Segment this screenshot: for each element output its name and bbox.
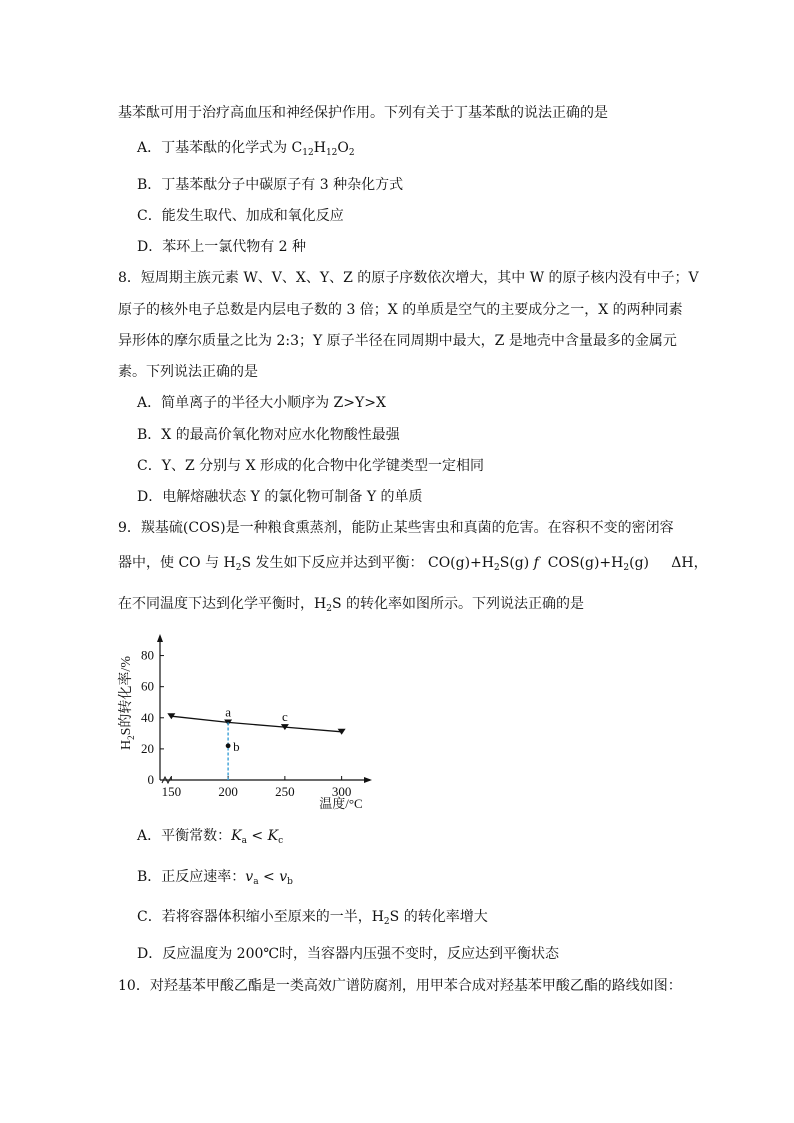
y-tick-label: 20 [141, 740, 154, 756]
labeled-points [225, 704, 288, 780]
x-tick-label: 200 [218, 784, 238, 799]
q9-stem-line3: 在不同温度下达到化学平衡时，$H_2S$ 的转化率如图所示。下列说法正确的是 [118, 596, 584, 614]
point-label-c: c [281, 709, 288, 725]
q9-option-b: B．正反应速率：$v_a < v_b$ [137, 869, 293, 887]
point-b-dot [226, 743, 231, 748]
q7-option-d: D．苯环上一氯代物有 2 种 [137, 239, 307, 255]
y-tick-label: 80 [141, 647, 154, 663]
q8-option-c: C．Y、Z 分别与 X 形成的化合物中化学键类型一定相同 [137, 458, 484, 474]
q7-stem-tail: 基苯酞可用于治疗高血压和神经保护作用。下列有关于丁基苯酞的说法正确的是 [118, 105, 608, 121]
point-label-b: b [233, 738, 240, 754]
x-tick-label: 300 [331, 784, 352, 799]
q8-stem-line1: 8．短周期主族元素 W、V、X、Y、Z 的原子序数依次增大，其中 W 的原子核内没有中子；V [118, 270, 699, 286]
x-tick-label: 250 [275, 784, 295, 799]
q9-option-c: C．若将容器体积缩小至原来的一半，$H_2S$ 的转化率增大 [137, 909, 488, 927]
x-axis-arrow [364, 777, 372, 783]
series-line [167, 713, 345, 735]
q8-stem-line4: 素。下列说法正确的是 [118, 364, 258, 380]
y-tick-label: 0 [147, 772, 154, 787]
point-label-a: a [225, 704, 231, 720]
y-axis-arrow [157, 634, 163, 642]
conversion-rate-chart [112, 628, 382, 818]
q7-option-a: A．丁基苯酞的化学式为 $C_{12}H_{12}O_2$ [137, 140, 355, 158]
q9-stem-line2: 器中，使 CO 与 $H_2S$ 发生如下反应并达到平衡： $CO(g)+H_2S(g)$ f $COS(g)+H_2(g)$ ΔH， [118, 555, 708, 573]
q8-option-b: B．X 的最高价氧化物对应水化物酸性最强 [137, 427, 400, 443]
x-tick-label: 150 [161, 784, 182, 799]
q9-option-a: A．平衡常数：$K_a < K_c$ [137, 828, 284, 846]
chart-axes [157, 634, 372, 783]
reaction-equation: $CO(g)+H_2S(g)$ f $COS(g)+H_2(g)$ [427, 555, 649, 573]
q8-stem-line3: 异形体的摩尔质量之比为 2:3；Y 原子半径在同周期中最大，Z 是地壳中含量最多的金属元 [118, 333, 677, 349]
x-axis-label: 温度/°C [319, 796, 363, 811]
q9-stem-line1: 9．羰基硫(COS)是一种粮食熏蒸剂，能防止某些害虫和真菌的危害。在容积不变的密闭容 [118, 520, 674, 536]
enthalpy-symbol: ΔH， [671, 555, 708, 571]
q7-option-b: B．丁基苯酞分子中碳原子有 3 种杂化方式 [137, 177, 404, 193]
q8-option-d: D．电解熔融状态 Y 的氯化物可制备 Y 的单质 [137, 489, 423, 505]
q7-option-c: C．能发生取代、加成和氧化反应 [137, 208, 344, 224]
q8-option-a: A．简单离子的半径大小顺序为 Z>Y>X [137, 395, 386, 411]
y-axis-label: $H_2S$的转化率/% [119, 656, 136, 750]
axis-break-mark [162, 777, 171, 783]
q10-stem-line1: 10．对羟基苯甲酸乙酯是一类高效广谱防腐剂，用甲苯合成对羟基苯甲酸乙酯的路线如图： [118, 978, 682, 994]
q9-option-d: D．反应温度为 200℃时，当容器内压强不变时，反应达到平衡状态 [137, 946, 560, 962]
y-tick-label: 60 [141, 678, 154, 694]
series-curve [171, 716, 341, 732]
y-tick-label: 40 [141, 709, 154, 725]
q8-stem-line2: 原子的核外电子总数是内层电子数的 3 倍；X 的单质是空气的主要成分之一，X 的两种同素 [118, 302, 683, 318]
